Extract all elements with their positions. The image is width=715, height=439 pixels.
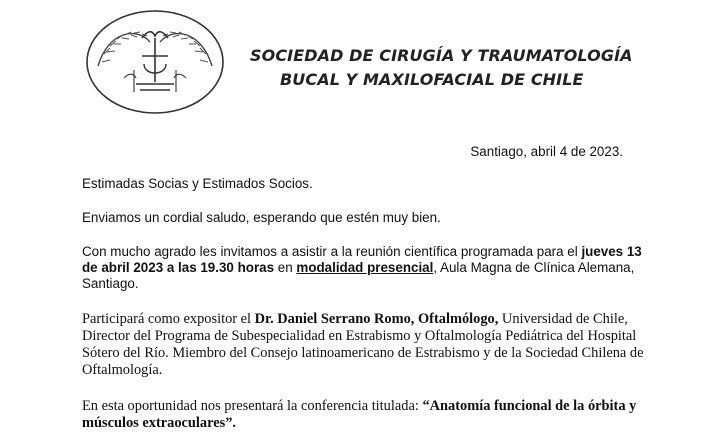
paragraph-invitation	[82, 244, 642, 292]
speaker-text-2: Universidad de Chile, Director del Programa de Subespecialidad en Estrabismo y Oftalmología Pediátrica del Hospital Sótero del Río. Miembro del Consejo latinoamericano de Estrabismo y de la Sociedad Chilena de Oftalmología.	[82, 311, 644, 378]
invitation-text-2: en	[274, 260, 297, 275]
greeting: Estimadas Socias y Estimados Socios.	[82, 176, 313, 191]
header-line-1: SOCIEDAD DE CIRUGÍA Y TRAUMATOLOGÍA	[250, 46, 633, 65]
event-date-time: jueves 13 de abril 2023 a las 19.30 horas	[82, 244, 642, 275]
header-line-2: BUCAL Y MAXILOFACIAL DE CHILE	[280, 70, 584, 89]
society-header	[250, 44, 670, 92]
event-modality: modalidad presencial	[296, 260, 434, 275]
paragraph-conference	[82, 398, 646, 432]
paragraph-speaker	[82, 311, 646, 379]
conference-text-1: En esta oportunidad nos presentará la conferencia titulada:	[82, 398, 423, 414]
invitation-text-3: , Aula Magna de Clínica Alemana, Santiago.	[82, 260, 635, 291]
speaker-name: Dr. Daniel Serrano Romo, Oftalmólogo,	[254, 311, 499, 327]
paragraph-greeting-wish: Enviamos un cordial saludo, esperando que estén muy bien.	[82, 210, 441, 225]
society-logo	[84, 8, 226, 116]
invitation-text-1: Con mucho agrado les invitamos a asistir a la reunión científica programada para el	[82, 244, 582, 259]
letter-date: Santiago, abril 4 de 2023.	[470, 144, 623, 159]
conference-title: “Anatomía funcional de la órbita y músculos extraoculares”.	[82, 398, 637, 431]
speaker-text-1: Participará como expositor el	[82, 311, 255, 327]
